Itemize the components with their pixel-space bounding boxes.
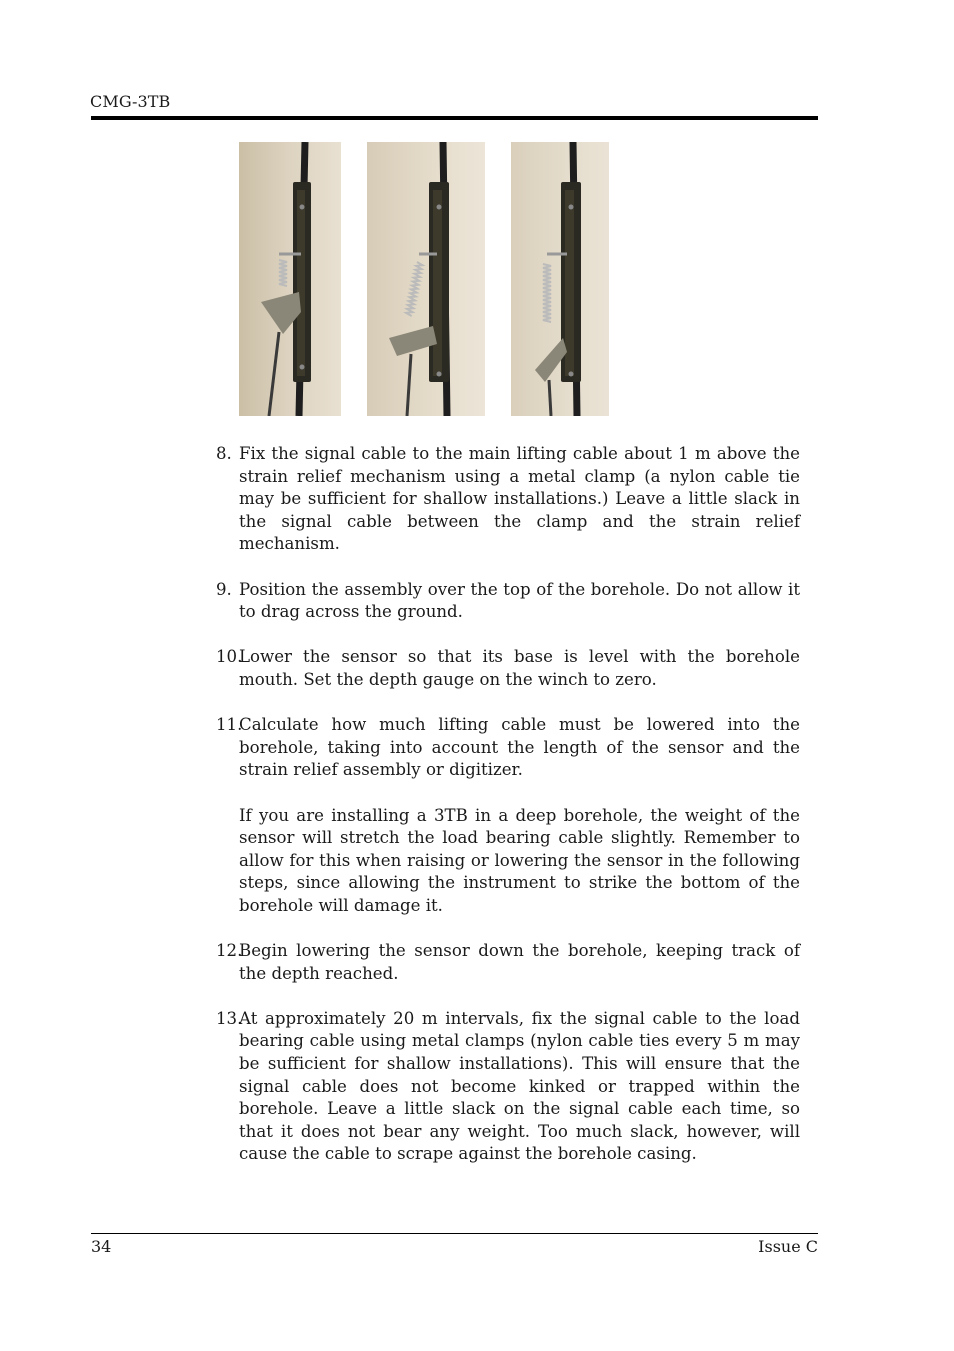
footer-rule xyxy=(91,1233,818,1234)
step-item xyxy=(216,579,800,624)
step-item xyxy=(216,940,800,985)
page-number: 34 xyxy=(91,1237,112,1256)
photo-strain-relief-1 xyxy=(239,142,341,416)
step-text: Lower the sensor so that its base is level with the borehole mouth. Set the depth gauge on the winch to zero. xyxy=(239,647,800,689)
step-text: If you are installing a 3TB in a deep borehole, the weight of the sensor will stretch the load bearing cable slightly. Remember to allow for this when raising or lowering the sensor in the following steps, since allowing the instrument to strike the bottom of the borehole will damage it. xyxy=(239,805,800,915)
step-number: 13. xyxy=(216,1008,243,1028)
step-item xyxy=(216,1008,800,1166)
step-text: Fix the signal cable to the main lifting cable about 1 m above the strain relief mechanism using a metal clamp (a nylon cable tie may be sufficient for shallow installations.) Leave a little slack in the signal cable between the clamp and the strain relief mechanism. xyxy=(239,444,800,554)
step-text: At approximately 20 m intervals, fix the signal cable to the load bearing cable using metal clamps (nylon cable ties every 5 m may be sufficient for shallow installations). This will ensure that the signal cable does not become kinked or trapped within the borehole. Leave a little slack on the signal cable each time, so that it does not bear any weight. Too much slack, however, will cause the cable to scrape against the borehole casing. xyxy=(239,1008,800,1164)
running-header: CMG-3TB xyxy=(90,92,171,111)
step-number: 11. xyxy=(216,715,243,735)
step-item xyxy=(216,443,800,556)
step-item xyxy=(216,646,800,691)
header-rule xyxy=(91,116,818,120)
step-text: Position the assembly over the top of the borehole. Do not allow it to drag across the ground. xyxy=(239,579,800,622)
photo-strain-relief-3 xyxy=(511,142,609,416)
photo-strain-relief-2 xyxy=(367,142,485,416)
issue-label: Issue C xyxy=(758,1237,818,1256)
step-number: 8. xyxy=(216,444,232,463)
step-number: 9. xyxy=(216,579,232,599)
step-number: 10. xyxy=(216,647,243,667)
step-number: 12. xyxy=(216,941,243,961)
step-text: Calculate how much lifting cable must be lowered into the borehole, taking into account the length of the sensor and the strain relief assembly or digitizer. xyxy=(239,715,800,780)
step-item xyxy=(216,714,800,917)
installation-steps xyxy=(216,443,800,1189)
step-text: Begin lowering the sensor down the borehole, keeping track of the depth reached. xyxy=(239,941,800,983)
